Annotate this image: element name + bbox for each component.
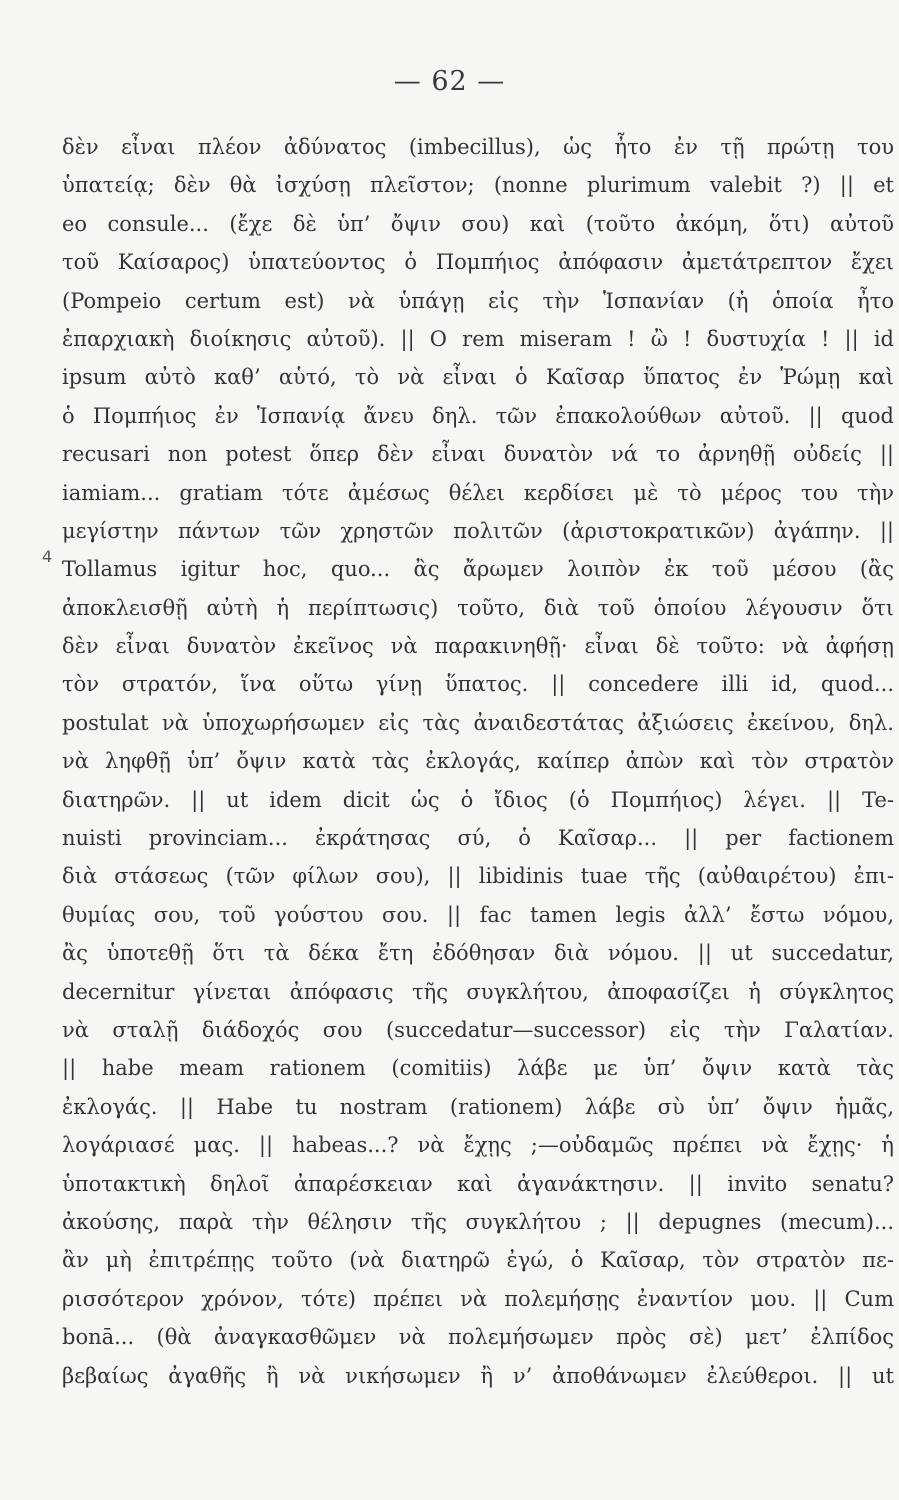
text-line: decernitur γίνεται ἀπόφασις τῆς συγκλήτου, ἀποφασίζει ἡ σύγκλητος [62, 979, 894, 1004]
text-line: λογάριασέ μας. || habeas...? νὰ ἔχῃς ;—οὐδαμῶς πρέπει νὰ ἔχῃς· ἡ [62, 1133, 894, 1158]
text-line: ὑπατείᾳ; δὲν θὰ ἰσχύσῃ πλεῖστον; (nonne plurimum valebit ?) || et [62, 173, 894, 198]
text-line: postulat νὰ ὑποχωρήσωμεν εἰς τὰς ἀναιδεστάτας ἀξιώσεις ἐκείνου, δηλ. [62, 710, 894, 735]
text-line: μεγίστην πάντων τῶν χρηστῶν πολιτῶν (ἀριστοκρατικῶν) ἀγάπην. || [62, 518, 894, 543]
text-line: διὰ στάσεως (τῶν φίλων σου), || libidinis tuae τῆς (αὐθαιρέτου) ἐπι- [62, 864, 894, 889]
text-line: τὸν στρατόν, ἵνα οὕτω γίνῃ ὕπατος. || concedere illi id, quod... [62, 672, 894, 697]
text-line: eo consule... (ἔχε δὲ ὑπ’ ὄψιν σου) καὶ (τοῦτο ἀκόμη, ὅτι) αὐτοῦ [62, 211, 894, 236]
text-line: ἀκούσης, παρὰ τὴν θέλησιν τῆς συγκλήτου ; || depugnes (mecum)... [62, 1209, 894, 1234]
text-line: δὲν εἶναι πλέον ἀδύνατος (imbecillus), ὡς ἦτο ἐν τῇ πρώτῃ του [62, 135, 894, 159]
margin-mark: 4 [42, 547, 53, 566]
text-line: ὁ Πομπήιος ἐν Ἱσπανίᾳ ἄνευ δηλ. τῶν ἐπακολούθων αὐτοῦ. || quod [62, 403, 894, 428]
text-line: ρισσότερον χρόνον, τότε) πρέπει νὰ πολεμήσῃς ἐναντίον μου. || Cum [62, 1286, 894, 1311]
text-line: νὰ ληφθῇ ὑπ’ ὄψιν κατὰ τὰς ἐκλογάς, καίπερ ἀπὼν καὶ τὸν στρατὸν [62, 749, 894, 774]
text-line: Tollamus igitur hoc, quo... ἂς ἄρωμεν λοιπὸν ἐκ τοῦ μέσου (ἂς [62, 557, 894, 582]
text-line: ἀποκλεισθῇ αὐτὴ ἡ περίπτωσις) τοῦτο, διὰ τοῦ ὁποίου λέγουσιν ὅτι [62, 595, 894, 620]
text-line: ἂς ὑποτεθῇ ὅτι τὰ δέκα ἔτη ἐδόθησαν διὰ νόμου. || ut succedatur, [62, 941, 894, 966]
text-line: τοῦ Καίσαρος) ὑπατεύοντος ὁ Πομπήιος ἀπόφασιν ἀμετάτρεπτον ἔχει [62, 250, 894, 275]
text-line: ὑποτακτικὴ δηλοῖ ἀπαρέσκειαν καὶ ἀγανάκτησιν. || invito senatu? [62, 1171, 894, 1196]
text-line: δὲν εἶναι δυνατὸν ἐκεῖνος νὰ παρακινηθῇ· εἶναι δὲ τοῦτο: νὰ ἀφήσῃ [62, 634, 894, 659]
text-line: θυμίας σου, τοῦ γούστου σου. || fac tamen legis ἀλλ’ ἔστω νόμου, [62, 902, 894, 927]
text-line: iamiam... gratiam τότε ἀμέσως θέλει κερδίσει μὲ τὸ μέρος του τὴν [62, 480, 894, 505]
text-line: recusari non potest ὅπερ δὲν εἶναι δυνατὸν νά το ἀρνηθῇ οὐδείς || [62, 442, 894, 467]
page-number: — 62 — [393, 66, 506, 97]
text-line: || habe meam rationem (comitiis) λάβε με ὑπ’ ὄψιν κατὰ τὰς [62, 1056, 894, 1081]
text-line: ipsum αὐτὸ καθ’ αὑτό, τὸ νὰ εἶναι ὁ Καῖσαρ ὕπατος ἐν Ῥώμῃ καὶ [62, 365, 894, 390]
text-line: bonā... (θὰ ἀναγκασθῶμεν νὰ πολεμήσωμεν πρὸς σὲ) μετ’ ἐλπίδος [62, 1325, 894, 1350]
text-line: ἐπαρχιακὴ διοίκησις αὐτοῦ). || O rem miseram ! ὢ ! δυστυχία ! || id [62, 326, 894, 351]
text-line: βεβαίως ἀγαθῆς ἢ νὰ νικήσωμεν ἢ ν’ ἀποθάνωμεν ἐλεύθεροι. || ut [62, 1363, 894, 1388]
text-line: διατηρῶν. || ut idem dicit ὡς ὁ ἴδιος (ὁ Πομπήιος) λέγει. || Te- [62, 787, 894, 812]
text-line: ἐκλογάς. || Habe tu nostram (rationem) λάβε σὺ ὑπ’ ὄψιν ἡμᾶς, [62, 1094, 894, 1119]
text-line: νὰ σταλῇ διάδοχός σου (succedatur—successor) εἰς τὴν Γαλατίαν. [62, 1017, 894, 1042]
text-line: nuisti provinciam... ἐκράτησας σύ, ὁ Καῖσαρ... || per factionem [62, 826, 894, 851]
text-line: (Pompeio certum est) νὰ ὑπάγῃ εἰς τὴν Ἱσπανίαν (ἡ ὁποία ἦτο [62, 288, 894, 313]
body-text [62, 128, 894, 1395]
text-line: ἂν μὴ ἐπιτρέπῃς τοῦτο (νὰ διατηρῶ ἐγώ, ὁ Καῖσαρ, τὸν στρατὸν πε- [62, 1248, 894, 1273]
